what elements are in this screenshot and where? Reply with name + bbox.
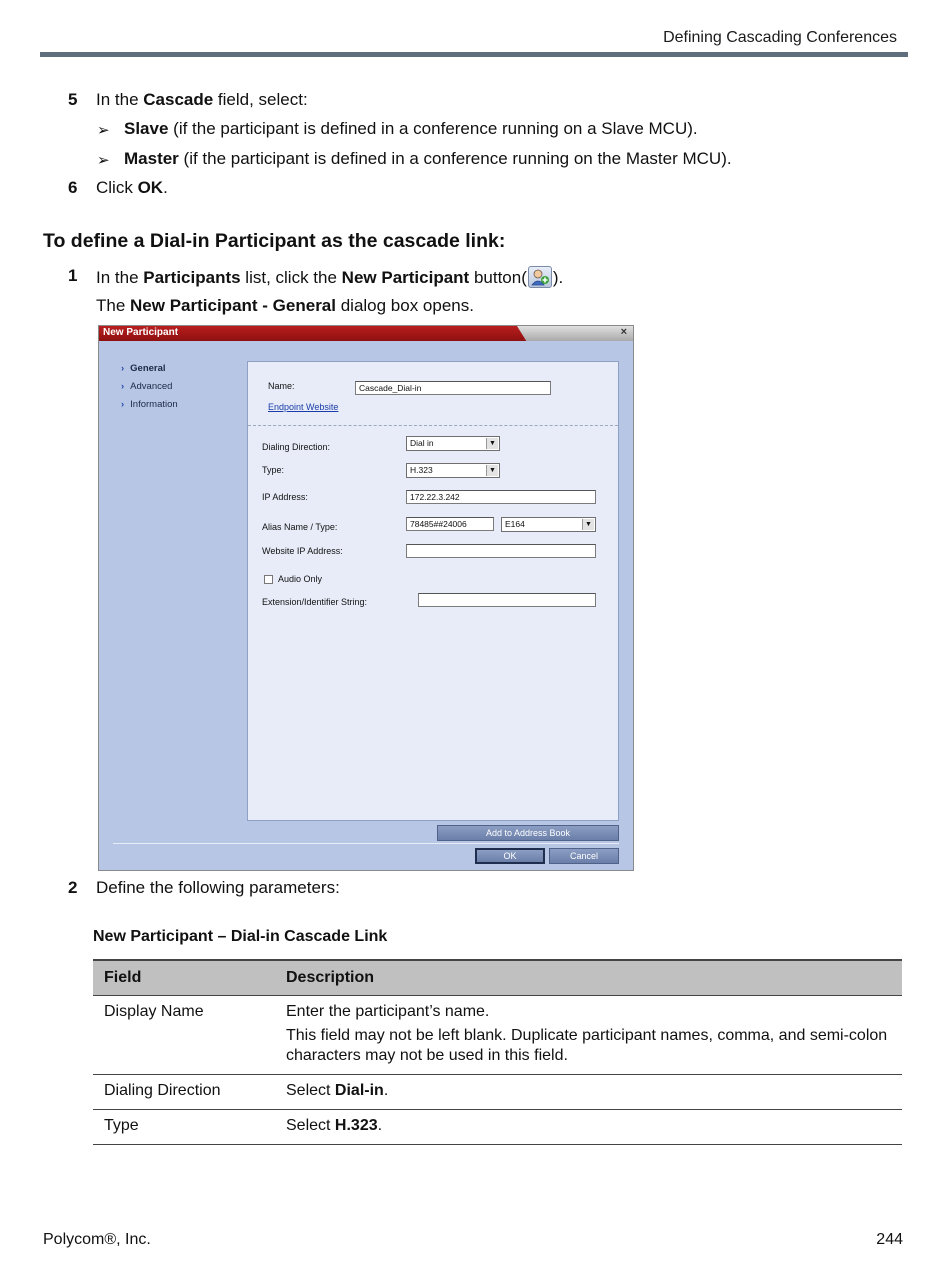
- description-text: Enter the participant’s name.: [286, 1003, 490, 1020]
- bullet-slave: Slave (if the participant is defined in a conference running on a Slave MCU).: [124, 119, 698, 138]
- table-header-row: [93, 960, 902, 996]
- column-header-field: Field: [93, 960, 275, 996]
- audio-only-label: Audio Only: [278, 574, 323, 584]
- chevron-right-icon: ›: [121, 399, 125, 410]
- close-icon[interactable]: ×: [620, 326, 627, 338]
- chevron-right-icon: ›: [121, 363, 125, 374]
- chevron-down-icon: ▼: [582, 519, 594, 530]
- audio-only-checkbox[interactable]: [264, 575, 273, 584]
- general-panel: [247, 361, 619, 821]
- extension-label: Extension/Identifier String:: [262, 597, 368, 607]
- dialog-title: New Participant: [103, 327, 179, 338]
- nav-item-advanced[interactable]: › Advanced: [121, 381, 173, 392]
- step-1-text: In the Participants list, click the New Participant button( ).: [96, 268, 564, 287]
- step-1-number: 1: [68, 266, 78, 285]
- bullet-arrow-icon: ➢: [97, 122, 110, 139]
- description-cell: Select H.323.: [275, 1110, 902, 1145]
- nav-item-general[interactable]: › General: [121, 363, 166, 374]
- website-ip-input[interactable]: [406, 544, 596, 558]
- name-label: Name:: [268, 381, 295, 391]
- ok-button[interactable]: OK: [475, 848, 545, 864]
- alias-label: Alias Name / Type:: [262, 522, 338, 532]
- table-row: [93, 1110, 902, 1145]
- alias-name-input[interactable]: 78485##24006: [406, 517, 494, 531]
- type-label: Type:: [262, 465, 285, 475]
- chevron-down-icon: ▼: [486, 465, 498, 476]
- table-row: [93, 1075, 902, 1110]
- ip-address-label: IP Address:: [262, 492, 308, 502]
- dialog-separator: [113, 843, 619, 844]
- dialing-direction-select[interactable]: Dial in ▼: [406, 436, 500, 451]
- bullet-master: Master (if the participant is defined in a conference running on the Master MCU).: [124, 149, 732, 168]
- header-rule: [40, 52, 908, 57]
- step-6-number: 6: [68, 178, 78, 197]
- endpoint-website-link[interactable]: Endpoint Website: [268, 402, 339, 412]
- field-cell: Type: [93, 1110, 275, 1145]
- name-input[interactable]: Cascade_Dial-in: [355, 381, 551, 395]
- description-text: This field may not be left blank. Duplicate participant names, comma, and semi-colon characters may not be used in this field.: [286, 1027, 888, 1064]
- step-6-text: Click OK.: [96, 178, 168, 197]
- new-participant-icon: [528, 266, 552, 288]
- add-to-address-book-button[interactable]: Add to Address Book: [437, 825, 619, 841]
- step-2-number: 2: [68, 878, 78, 897]
- step-5-number: 5: [68, 90, 78, 109]
- footer-company: Polycom®, Inc.: [43, 1231, 151, 1248]
- description-cell: Select Dial-in.: [275, 1075, 902, 1110]
- procedure-heading: To define a Dial-in Participant as the cascade link:: [43, 230, 506, 252]
- panel-divider: [248, 425, 618, 426]
- dialog-titlebar-fade: [517, 326, 633, 341]
- field-cell: Dialing Direction: [93, 1075, 275, 1110]
- step-2-text: Define the following parameters:: [96, 878, 340, 897]
- field-cell: Display Name: [93, 996, 275, 1075]
- description-cell: [275, 996, 902, 1075]
- table-caption: New Participant – Dial-in Cascade Link: [93, 928, 388, 945]
- parameters-table: [93, 959, 902, 1145]
- column-header-description: Description: [275, 960, 902, 996]
- cancel-button[interactable]: Cancel: [549, 848, 619, 864]
- step-1-result: The New Participant - General dialog box opens.: [96, 296, 474, 315]
- chevron-down-icon: ▼: [486, 438, 498, 449]
- page-number: 244: [876, 1231, 903, 1248]
- table-row: [93, 996, 902, 1075]
- new-participant-dialog: [98, 325, 634, 871]
- step-5-text: In the Cascade field, select:: [96, 90, 308, 109]
- bullet-arrow-icon: ➢: [97, 152, 110, 169]
- chevron-right-icon: ›: [121, 381, 125, 392]
- running-header: Defining Cascading Conferences: [663, 29, 897, 46]
- ip-address-input[interactable]: 172.22.3.242: [406, 490, 596, 504]
- website-ip-label: Website IP Address:: [262, 546, 343, 556]
- extension-input[interactable]: [418, 593, 596, 607]
- type-select[interactable]: H.323 ▼: [406, 463, 500, 478]
- alias-type-select[interactable]: E164 ▼: [501, 517, 596, 532]
- nav-item-information[interactable]: › Information: [121, 399, 178, 410]
- dialing-direction-label: Dialing Direction:: [262, 442, 331, 452]
